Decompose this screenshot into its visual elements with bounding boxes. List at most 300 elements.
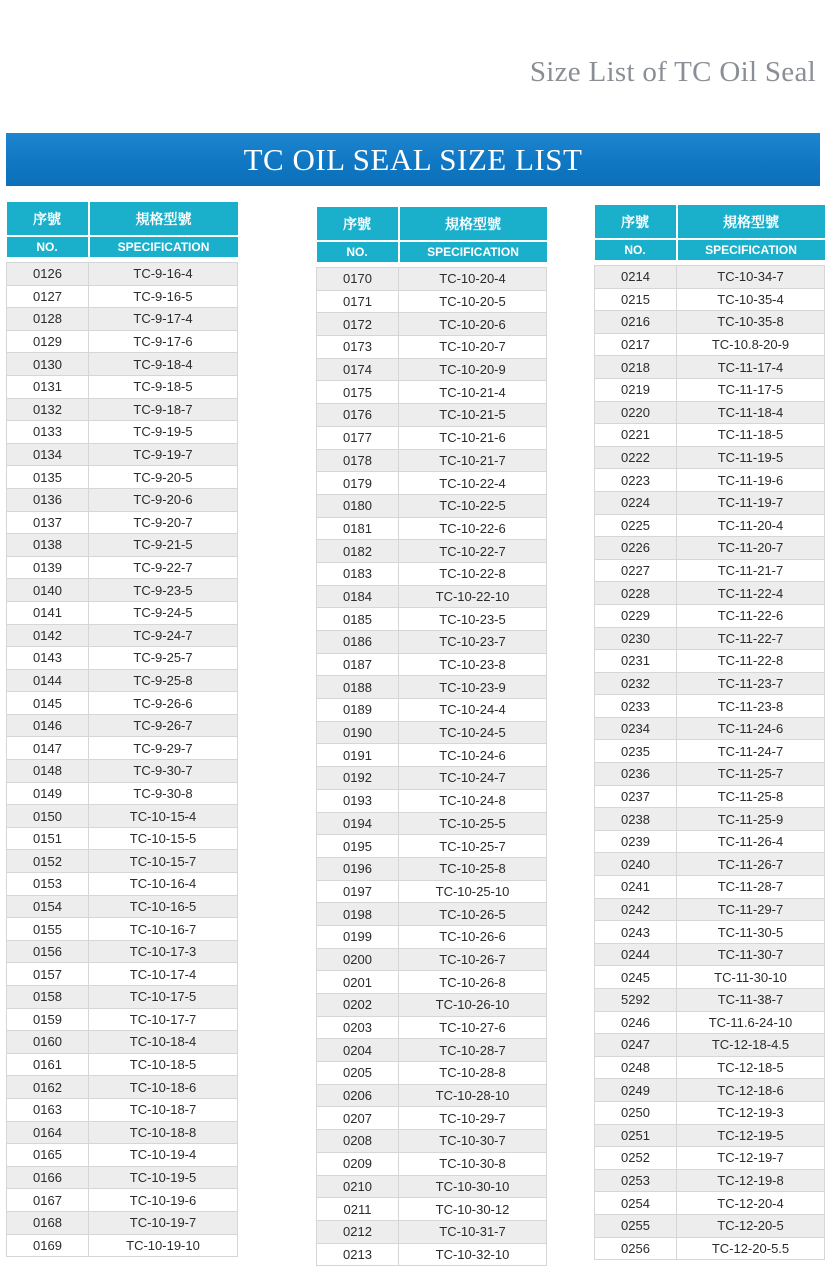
table-row (595, 446, 825, 469)
row-spec-cell: TC-11-30-10 (677, 966, 825, 989)
row-spec-cell: TC-12-20-5.5 (677, 1237, 825, 1260)
table-row (595, 989, 825, 1012)
table-row (595, 1214, 825, 1237)
col-header-no-en: NO. (7, 236, 89, 257)
row-spec-cell: TC-11-18-5 (677, 424, 825, 447)
table-row (317, 994, 547, 1017)
row-no-cell: 0185 (317, 608, 399, 631)
row-no-cell: 0159 (7, 1008, 89, 1031)
row-spec-cell: TC-9-24-5 (89, 601, 238, 624)
row-spec-cell: TC-10-22-10 (399, 585, 547, 608)
row-spec-cell: TC-10-25-7 (399, 835, 547, 858)
table-row (7, 443, 238, 466)
row-spec-cell: TC-9-24-7 (89, 624, 238, 647)
row-no-cell: 0148 (7, 760, 89, 783)
row-no-cell: 0190 (317, 721, 399, 744)
row-spec-cell: TC-10-35-8 (677, 311, 825, 334)
table-row (7, 579, 238, 602)
row-no-cell: 0170 (317, 268, 399, 291)
table-row (595, 333, 825, 356)
row-spec-cell: TC-11-19-5 (677, 446, 825, 469)
row-spec-cell: TC-10-18-8 (89, 1121, 238, 1144)
size-table-1 (6, 202, 238, 1257)
table-row (595, 514, 825, 537)
row-no-cell: 0228 (595, 582, 677, 605)
row-spec-cell: TC-11-30-7 (677, 943, 825, 966)
table-row (595, 604, 825, 627)
row-no-cell: 0126 (7, 263, 89, 286)
row-no-cell: 0137 (7, 511, 89, 534)
row-no-cell: 0172 (317, 313, 399, 336)
row-spec-cell: TC-9-25-8 (89, 669, 238, 692)
row-spec-cell: TC-10-29-7 (399, 1107, 547, 1130)
row-spec-cell: TC-10-18-4 (89, 1031, 238, 1054)
row-spec-cell: TC-10-20-4 (399, 268, 547, 291)
col-header-no-cn: 序號 (7, 202, 89, 236)
row-spec-cell: TC-10-15-5 (89, 827, 238, 850)
row-no-cell: 0136 (7, 488, 89, 511)
row-no-cell: 0189 (317, 699, 399, 722)
row-spec-cell: TC-10-30-12 (399, 1198, 547, 1221)
col-header-no-cn: 序號 (595, 205, 677, 239)
row-no-cell: 0139 (7, 556, 89, 579)
row-no-cell: 0244 (595, 943, 677, 966)
row-no-cell: 0208 (317, 1130, 399, 1153)
row-no-cell: 0181 (317, 517, 399, 540)
row-spec-cell: TC-10-24-7 (399, 767, 547, 790)
row-spec-cell: TC-9-26-6 (89, 692, 238, 715)
table-row (7, 308, 238, 331)
row-no-cell: 0196 (317, 857, 399, 880)
col-header-spec-en: SPECIFICATION (89, 236, 238, 257)
row-no-cell: 0206 (317, 1084, 399, 1107)
table-row (7, 534, 238, 557)
row-spec-cell: TC-11-29-7 (677, 898, 825, 921)
table-row (7, 488, 238, 511)
table-row (317, 1198, 547, 1221)
row-no-cell: 0130 (7, 353, 89, 376)
row-spec-cell: TC-9-18-5 (89, 375, 238, 398)
table-row (595, 943, 825, 966)
row-spec-cell: TC-10-30-7 (399, 1130, 547, 1153)
row-no-cell: 0150 (7, 805, 89, 828)
table-row (317, 1084, 547, 1107)
row-no-cell: 0210 (317, 1175, 399, 1198)
table-row (595, 1192, 825, 1215)
page-title: Size List of TC Oil Seal (529, 56, 816, 88)
row-no-cell: 0180 (317, 494, 399, 517)
row-spec-cell: TC-9-20-7 (89, 511, 238, 534)
table-row (7, 669, 238, 692)
table-row (317, 358, 547, 381)
row-spec-cell: TC-9-16-5 (89, 285, 238, 308)
table-row (595, 1169, 825, 1192)
row-no-cell: 0135 (7, 466, 89, 489)
table-row (7, 873, 238, 896)
col-header-spec-cn: 規格型號 (89, 202, 238, 236)
table-row (595, 876, 825, 899)
row-no-cell: 0215 (595, 288, 677, 311)
row-no-cell: 0199 (317, 925, 399, 948)
row-spec-cell: TC-10-26-8 (399, 971, 547, 994)
table-row (317, 472, 547, 495)
row-no-cell: 0133 (7, 421, 89, 444)
table-row (7, 850, 238, 873)
row-no-cell: 0234 (595, 717, 677, 740)
row-spec-cell: TC-12-18-6 (677, 1079, 825, 1102)
table-row (7, 1166, 238, 1189)
row-spec-cell: TC-10-22-7 (399, 540, 547, 563)
row-no-cell: 0243 (595, 921, 677, 944)
row-no-cell: 0152 (7, 850, 89, 873)
table-row (595, 898, 825, 921)
table-row (7, 940, 238, 963)
table-row (317, 1062, 547, 1085)
table-row (7, 714, 238, 737)
row-no-cell: 0162 (7, 1076, 89, 1099)
table-row (317, 381, 547, 404)
row-no-cell: 0230 (595, 627, 677, 650)
row-spec-cell: TC-10-21-5 (399, 404, 547, 427)
row-spec-cell: TC-10-27-6 (399, 1016, 547, 1039)
table-row (7, 556, 238, 579)
table-row (7, 1121, 238, 1144)
row-spec-cell: TC-11-22-6 (677, 604, 825, 627)
row-spec-cell: TC-10-17-3 (89, 940, 238, 963)
row-spec-cell: TC-12-18-4.5 (677, 1034, 825, 1057)
row-no-cell: 0255 (595, 1214, 677, 1237)
table-row (7, 285, 238, 308)
row-spec-cell: TC-10-26-10 (399, 994, 547, 1017)
row-spec-cell: TC-10-15-4 (89, 805, 238, 828)
row-no-cell: 0168 (7, 1211, 89, 1234)
row-spec-cell: TC-10-20-6 (399, 313, 547, 336)
row-no-cell: 0134 (7, 443, 89, 466)
table-row (317, 449, 547, 472)
row-no-cell: 0198 (317, 903, 399, 926)
row-spec-cell: TC-12-19-7 (677, 1147, 825, 1170)
row-spec-cell: TC-11-19-6 (677, 469, 825, 492)
table-row (7, 398, 238, 421)
row-spec-cell: TC-10-18-5 (89, 1053, 238, 1076)
table-row (595, 288, 825, 311)
row-spec-cell: TC-11-24-7 (677, 740, 825, 763)
row-no-cell: 0161 (7, 1053, 89, 1076)
row-no-cell: 0154 (7, 895, 89, 918)
row-spec-cell: TC-10-23-9 (399, 676, 547, 699)
table-row (317, 585, 547, 608)
table-row (7, 466, 238, 489)
row-no-cell: 0241 (595, 876, 677, 899)
table-row (317, 268, 547, 291)
row-spec-cell: TC-10-25-10 (399, 880, 547, 903)
size-table-3 (594, 205, 825, 1260)
row-no-cell: 0169 (7, 1234, 89, 1257)
row-no-cell: 0164 (7, 1121, 89, 1144)
row-no-cell: 0184 (317, 585, 399, 608)
row-spec-cell: TC-10-17-5 (89, 986, 238, 1009)
row-spec-cell: TC-11-17-4 (677, 356, 825, 379)
table-row (317, 699, 547, 722)
row-spec-cell: TC-12-20-5 (677, 1214, 825, 1237)
row-spec-cell: TC-9-20-5 (89, 466, 238, 489)
row-spec-cell: TC-9-19-5 (89, 421, 238, 444)
row-spec-cell: TC-11-24-6 (677, 717, 825, 740)
col-header-spec-cn: 規格型號 (677, 205, 825, 239)
row-no-cell: 0205 (317, 1062, 399, 1085)
row-spec-cell: TC-9-16-4 (89, 263, 238, 286)
col-header-no-en: NO. (317, 241, 399, 262)
row-spec-cell: TC-10-15-7 (89, 850, 238, 873)
row-spec-cell: TC-9-29-7 (89, 737, 238, 760)
row-spec-cell: TC-12-19-5 (677, 1124, 825, 1147)
table-row (317, 676, 547, 699)
row-no-cell: 0249 (595, 1079, 677, 1102)
row-no-cell: 0231 (595, 650, 677, 673)
row-no-cell: 0201 (317, 971, 399, 994)
row-no-cell: 0223 (595, 469, 677, 492)
row-spec-cell: TC-9-30-7 (89, 760, 238, 783)
table-row (595, 1147, 825, 1170)
table-row (7, 827, 238, 850)
row-no-cell: 0242 (595, 898, 677, 921)
row-spec-cell: TC-10-32-10 (399, 1243, 547, 1266)
row-no-cell: 0220 (595, 401, 677, 424)
table-row (317, 290, 547, 313)
table-row (317, 789, 547, 812)
row-spec-cell: TC-10-19-10 (89, 1234, 238, 1257)
table-row (317, 404, 547, 427)
row-spec-cell: TC-11-20-7 (677, 537, 825, 560)
row-no-cell: 0175 (317, 381, 399, 404)
table-row (595, 672, 825, 695)
table-row (595, 1237, 825, 1260)
row-no-cell: 0252 (595, 1147, 677, 1170)
row-no-cell: 0143 (7, 647, 89, 670)
row-spec-cell: TC-11-18-4 (677, 401, 825, 424)
row-spec-cell: TC-11-25-8 (677, 785, 825, 808)
row-spec-cell: TC-10-20-5 (399, 290, 547, 313)
table-row (317, 540, 547, 563)
row-no-cell: 0237 (595, 785, 677, 808)
row-spec-cell: TC-10-26-6 (399, 925, 547, 948)
table-row (595, 650, 825, 673)
row-spec-cell: TC-11-19-7 (677, 491, 825, 514)
table-row (595, 1079, 825, 1102)
row-spec-cell: TC-10-20-9 (399, 358, 547, 381)
table-row (7, 963, 238, 986)
size-table-2 (316, 207, 547, 1266)
row-no-cell: 0211 (317, 1198, 399, 1221)
table-row (7, 353, 238, 376)
table-row (317, 1175, 547, 1198)
table-row (7, 421, 238, 444)
row-spec-cell: TC-10-17-7 (89, 1008, 238, 1031)
row-no-cell: 0145 (7, 692, 89, 715)
row-no-cell: 0213 (317, 1243, 399, 1266)
row-spec-cell: TC-9-23-5 (89, 579, 238, 602)
col-header-spec-en: SPECIFICATION (677, 239, 825, 260)
table-row (317, 857, 547, 880)
row-spec-cell: TC-10.8-20-9 (677, 333, 825, 356)
row-no-cell: 0200 (317, 948, 399, 971)
row-no-cell: 0171 (317, 290, 399, 313)
row-spec-cell: TC-9-30-8 (89, 782, 238, 805)
row-no-cell: 0151 (7, 827, 89, 850)
table-row (7, 1053, 238, 1076)
row-spec-cell: TC-12-20-4 (677, 1192, 825, 1215)
row-no-cell: 0248 (595, 1056, 677, 1079)
row-no-cell: 0144 (7, 669, 89, 692)
row-no-cell: 0186 (317, 631, 399, 654)
row-no-cell: 0221 (595, 424, 677, 447)
row-spec-cell: TC-11-20-4 (677, 514, 825, 537)
row-spec-cell: TC-10-31-7 (399, 1220, 547, 1243)
row-spec-cell: TC-10-28-10 (399, 1084, 547, 1107)
row-spec-cell: TC-10-22-8 (399, 562, 547, 585)
table-row (317, 835, 547, 858)
table-row (317, 903, 547, 926)
row-no-cell: 0235 (595, 740, 677, 763)
row-spec-cell: TC-10-16-5 (89, 895, 238, 918)
row-spec-cell: TC-11-22-4 (677, 582, 825, 605)
row-no-cell: 0194 (317, 812, 399, 835)
table-row (317, 812, 547, 835)
col-header-spec-cn: 規格型號 (399, 207, 547, 241)
row-no-cell: 0132 (7, 398, 89, 421)
row-spec-cell: TC-9-17-6 (89, 330, 238, 353)
row-spec-cell: TC-10-28-8 (399, 1062, 547, 1085)
table-row (317, 653, 547, 676)
table-row (317, 767, 547, 790)
row-no-cell: 0239 (595, 830, 677, 853)
table-row (595, 808, 825, 831)
row-no-cell: 0157 (7, 963, 89, 986)
row-no-cell: 0179 (317, 472, 399, 495)
row-spec-cell: TC-10-24-4 (399, 699, 547, 722)
table-row (317, 971, 547, 994)
row-no-cell: 0256 (595, 1237, 677, 1260)
row-spec-cell: TC-11-21-7 (677, 559, 825, 582)
table-row (7, 1008, 238, 1031)
row-spec-cell: TC-10-22-4 (399, 472, 547, 495)
table-row (7, 263, 238, 286)
row-no-cell: 0176 (317, 404, 399, 427)
row-spec-cell: TC-10-26-5 (399, 903, 547, 926)
row-no-cell: 0138 (7, 534, 89, 557)
row-no-cell: 0207 (317, 1107, 399, 1130)
row-spec-cell: TC-10-21-4 (399, 381, 547, 404)
row-no-cell: 0195 (317, 835, 399, 858)
table-row (595, 401, 825, 424)
table-row (595, 582, 825, 605)
row-spec-cell: TC-10-35-4 (677, 288, 825, 311)
row-no-cell: 0217 (595, 333, 677, 356)
row-no-cell: 0155 (7, 918, 89, 941)
row-no-cell: 0203 (317, 1016, 399, 1039)
row-no-cell: 0245 (595, 966, 677, 989)
row-no-cell: 0224 (595, 491, 677, 514)
row-spec-cell: TC-10-26-7 (399, 948, 547, 971)
row-no-cell: 0128 (7, 308, 89, 331)
row-spec-cell: TC-10-34-7 (677, 266, 825, 289)
row-no-cell: 0232 (595, 672, 677, 695)
row-no-cell: 0192 (317, 767, 399, 790)
table-row (595, 356, 825, 379)
row-spec-cell: TC-9-21-5 (89, 534, 238, 557)
table-row (595, 537, 825, 560)
row-no-cell: 0246 (595, 1011, 677, 1034)
table-row (317, 1243, 547, 1266)
table-row (317, 313, 547, 336)
table-row (595, 1056, 825, 1079)
table-row (7, 805, 238, 828)
table-row (7, 330, 238, 353)
row-spec-cell: TC-10-25-8 (399, 857, 547, 880)
row-spec-cell: TC-11-22-8 (677, 650, 825, 673)
row-spec-cell: TC-10-28-7 (399, 1039, 547, 1062)
row-no-cell: 0177 (317, 426, 399, 449)
table-row (7, 692, 238, 715)
table-row (595, 740, 825, 763)
row-no-cell: 0165 (7, 1144, 89, 1167)
table-row (7, 895, 238, 918)
row-spec-cell: TC-11.6-24-10 (677, 1011, 825, 1034)
table-row (317, 1039, 547, 1062)
row-spec-cell: TC-9-20-6 (89, 488, 238, 511)
table-row (317, 608, 547, 631)
row-no-cell: 5292 (595, 989, 677, 1012)
row-no-cell: 0222 (595, 446, 677, 469)
table-row (595, 266, 825, 289)
table-row (595, 717, 825, 740)
row-spec-cell: TC-11-38-7 (677, 989, 825, 1012)
table-row (317, 1107, 547, 1130)
table-row (595, 627, 825, 650)
row-no-cell: 0219 (595, 378, 677, 401)
row-spec-cell: TC-10-22-5 (399, 494, 547, 517)
table-row (595, 311, 825, 334)
table-row (7, 511, 238, 534)
row-no-cell: 0209 (317, 1152, 399, 1175)
table-row (595, 830, 825, 853)
row-no-cell: 0166 (7, 1166, 89, 1189)
table-row (7, 647, 238, 670)
row-no-cell: 0216 (595, 311, 677, 334)
table-row (595, 559, 825, 582)
row-no-cell: 0204 (317, 1039, 399, 1062)
row-no-cell: 0233 (595, 695, 677, 718)
row-no-cell: 0225 (595, 514, 677, 537)
table-row (317, 880, 547, 903)
table-row (7, 624, 238, 647)
row-spec-cell: TC-12-19-8 (677, 1169, 825, 1192)
row-no-cell: 0160 (7, 1031, 89, 1054)
table-row (7, 918, 238, 941)
row-spec-cell: TC-11-25-7 (677, 763, 825, 786)
col-header-spec-en: SPECIFICATION (399, 241, 547, 262)
table-row (595, 1101, 825, 1124)
row-no-cell: 0218 (595, 356, 677, 379)
row-no-cell: 0183 (317, 562, 399, 585)
row-spec-cell: TC-10-22-6 (399, 517, 547, 540)
row-no-cell: 0251 (595, 1124, 677, 1147)
row-spec-cell: TC-10-23-7 (399, 631, 547, 654)
row-no-cell: 0140 (7, 579, 89, 602)
table-row (595, 966, 825, 989)
table-row (317, 517, 547, 540)
table-row (595, 1124, 825, 1147)
